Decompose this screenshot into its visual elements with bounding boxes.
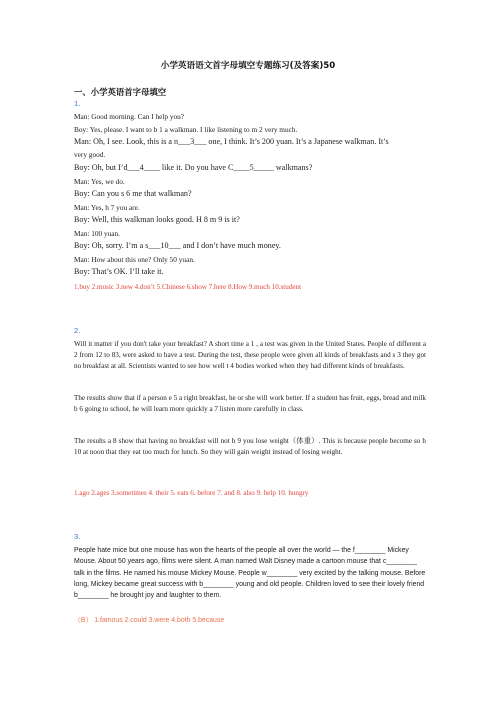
answer-key-1: 1.buy 2.music 3.new 4.don’t 5.Chinese 6.show 7.here 8.How 9.much 10.student: [74, 283, 302, 291]
section-heading: 一、小学英语首字母填空: [74, 87, 167, 97]
answer-key-3: （B） 1.famous 2.could 3.were 4.both 5.because: [74, 617, 225, 624]
dialogue-line: Boy: Can you s 6 me that walkman?: [74, 189, 192, 198]
dialogue-line: Boy: Oh, sorry. I’m a s___10___ and I don’t have much money.: [74, 241, 281, 250]
question-1-number: 1.: [74, 99, 81, 108]
dialogue-line: Boy: Oh, but I’d___4____ like it. Do you have C____5_____ walkmans?: [74, 163, 313, 172]
dialogue-line: Boy: That’s OK. I’ll take it.: [74, 267, 164, 276]
question-3-number: 3.: [74, 532, 81, 541]
answer-key-2: 1.ago 2.ages 3.sometimes 4. their 5. eats 6. before 7. and 8. also 9. help 10. hungry: [74, 489, 309, 497]
passage-paragraph: People hate mice but one mouse has won the hearts of the people all over the world — the f________ Mickey Mouse. About 50 years ago, films were silent. A man named Walt Disney made a cartoon mouse that c________ talk in the films. He named his mouse Mickey Mouse. People w________ very excited by the talking mouse. Before long, Mickey became great success with b________ young and old people. Children loved to see their lovely friend b________ he brought joy and laughter to them.: [74, 547, 426, 600]
dialogue-line: Man: Yes, h 7 you are.: [74, 203, 140, 212]
dialogue-line: Boy: Well, this walkman looks good. H 8 m 9 is it?: [74, 215, 240, 224]
page-title: 小学英语语文首字母填空专题练习(及答案)50: [160, 61, 336, 71]
dialogue-line: Boy: Yes, please. I want to b 1 a walkman. I like listening to m 2 very much.: [74, 125, 298, 134]
dialogue-line: Man: Yes, we do.: [74, 177, 125, 186]
question-2-number: 2.: [74, 326, 81, 335]
dialogue-line: Man: Oh, I see. Look, this is a n___3___ one, I think. It’s 200 yuan. It’s a Japanese walkman. It’s: [74, 137, 389, 146]
passage-paragraph: The results a 8 show that having no breakfast will not h 9 you lose weight（体重）. This is because people become so h 10 at noon that they eat too much for lunch. So they will gain weight instead of losing weight.: [74, 437, 426, 456]
dialogue-line: Man: 100 yuan.: [74, 229, 121, 238]
passage-paragraph: Will it matter if you don't take your breakfast? A short time a 1 , a test was given in the United States. People of different a 2 from 12 to 83, were asked to have a test. During the test, these people were given all kinds of breakfasts and s 3 they got no breakfast at all. Scientists wanted to see how well t 4 bodies worked when they had different kinds of breakfasts.: [74, 340, 426, 370]
dialogue-line: very good.: [74, 150, 106, 159]
dialogue-line: Man: Good morning. Can I help you?: [74, 112, 185, 121]
dialogue-line: Man: How about this one? Only 50 yuan.: [74, 255, 195, 264]
passage-paragraph: The results show that if a person e 5 a right breakfast, he or she will work better. If a student has fruit, eggs, bread and milk b 6 going to school, he will learn more quickly a 7 listen more carefully in class.: [74, 394, 426, 413]
